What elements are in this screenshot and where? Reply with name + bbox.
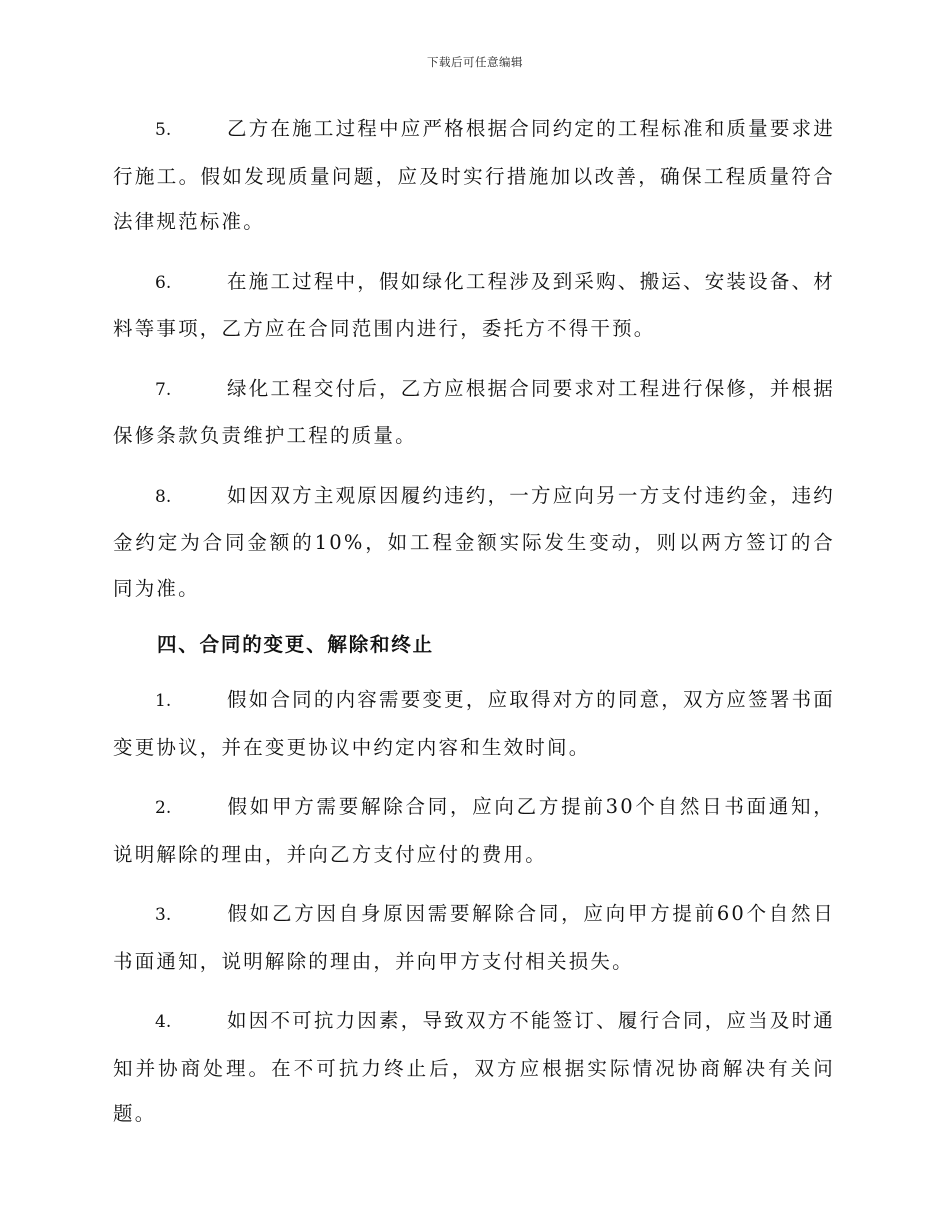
clause-number: 7. — [155, 379, 172, 400]
clause-text: 如因不可抗力因素，导致双方不能签订、履行合同，应当及时通知并协商处理。在不可抗力终止后，双方应根据实际情况协商解决有关问题。 — [113, 1009, 835, 1125]
clause-item — [113, 106, 835, 245]
clause-text: 绿化工程交付后，乙方应根据合同要求对工程进行保修，并根据保修条款负责维护工程的质量。 — [113, 376, 835, 447]
clause-text: 乙方在施工过程中应严格根据合同约定的工程标准和质量要求进行施工。假如发现质量问题，应及时实行措施加以改善，确保工程质量符合法律规范标准。 — [113, 117, 835, 233]
clause-item — [113, 677, 835, 770]
clause-number: 5. — [155, 120, 172, 140]
clause-number: 1. — [155, 691, 172, 711]
clause-number: 3. — [155, 905, 172, 925]
clause-text: 在施工过程中，假如绿化工程涉及到采购、搬运、安装设备、材料等事项，乙方应在合同范围内进行，委托方不得干预。 — [113, 269, 835, 340]
clause-text: 假如甲方需要解除合同，应向乙方提前30个自然日书面通知，说明解除的理由，并向乙方支付应付的费用。 — [113, 795, 835, 866]
clause-text: 假如合同的内容需要变更，应取得对方的同意，双方应签署书面变更协议，并在变更协议中约定内容和生效时间。 — [113, 688, 835, 759]
clause-item — [113, 473, 835, 612]
document-body — [113, 106, 835, 1151]
section-heading: 四、合同的变更、解除和终止 — [157, 633, 434, 656]
clause-item — [113, 366, 835, 459]
clause-number: 8. — [155, 486, 172, 507]
clause-number: 2. — [155, 798, 172, 818]
clause-item — [113, 259, 835, 352]
clause-text: 如因双方主观原因履约违约，一方应向另一方支付违约金，违约金约定为合同金额的10%，如工程金额实际发生变动，则以两方签订的合同为准。 — [113, 483, 835, 600]
clause-item — [113, 891, 835, 984]
clause-text: 假如乙方因自身原因需要解除合同，应向甲方提前60个自然日书面通知，说明解除的理由，并向甲方支付相关损失。 — [113, 902, 835, 973]
clause-item — [113, 998, 835, 1137]
clause-item — [113, 784, 835, 877]
page-header: 下载后可任意编辑 — [427, 55, 523, 69]
clause-number: 4. — [155, 1012, 172, 1032]
clause-number: 6. — [155, 272, 172, 293]
